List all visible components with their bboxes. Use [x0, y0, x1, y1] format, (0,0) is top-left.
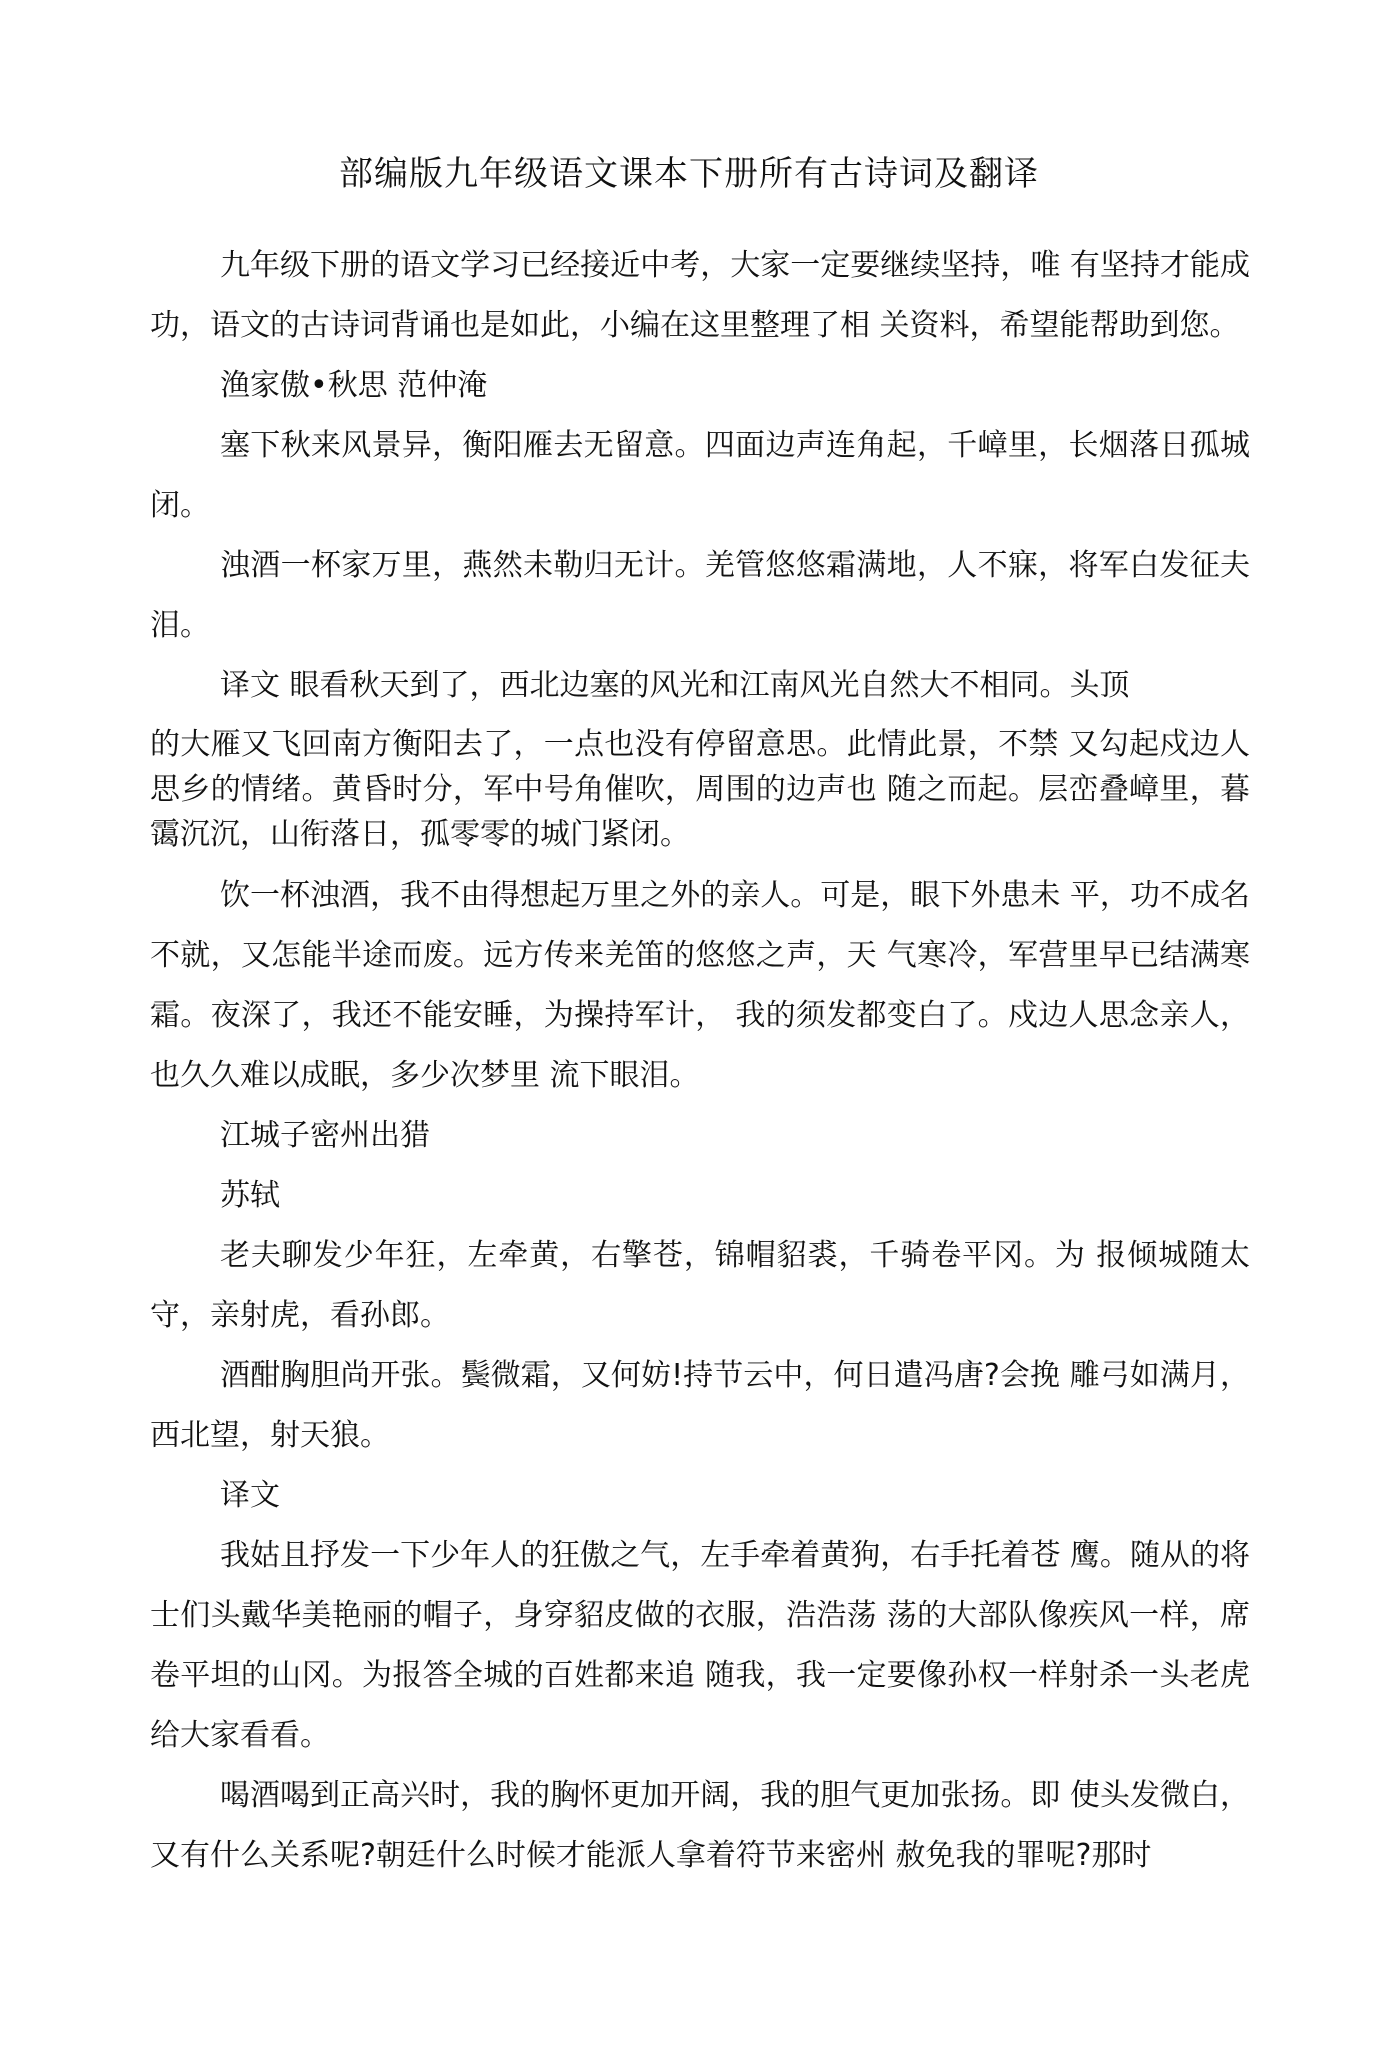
poem-stanza-1: 塞下秋来风景异，衡阳雁去无留意。四面边声连角起，千嶂里，长烟落日孤城闭。	[150, 428, 1250, 523]
translation-label: 译文	[220, 1478, 280, 1513]
translation-paragraph-4: 喝酒喝到正高兴时，我的胸怀更加开阔，我的胆气更加张扬。即 使头发微白，又有什么关系呢?朝廷什么时候才能派人拿着符节来密州 赦免我的罪呢?那时	[150, 1778, 1250, 1873]
translation-paragraph-1: 的大雁又飞回南方衡阳去了，一点也没有停留意思。此情此景，不禁 又勾起戍边人思乡的情绪。黄昏时分，军中号角催吹，周围的边声也 随之而起。层峦叠嶂里，暮霭沉沉，山衔落日，孤零零的城门紧闭。	[150, 727, 1250, 852]
translation-heading-line: 译文 眼看秋天到了，西北边塞的风光和江南风光自然大不相同。头顶	[220, 668, 1130, 703]
document-body	[150, 236, 1250, 1886]
poem-heading-yujiaao: 渔家傲•秋思 范仲淹	[220, 368, 488, 403]
intro-paragraph: 九年级下册的语文学习已经接近中考，大家一定要继续坚持，唯 有坚持才能成功，语文的古诗词背诵也是如此，小编在这里整理了相 关资料，希望能帮助到您。	[150, 248, 1250, 343]
poem-stanza-3: 老夫聊发少年狂，左牵黄，右擎苍，锦帽貂裘，千骑卷平冈。为 报倾城随太守，亲射虎，看孙郎。	[150, 1238, 1250, 1333]
document-title: 部编版九年级语文课本下册所有古诗词及翻译	[339, 154, 1039, 194]
poem-stanza-2: 浊酒一杯家万里，燕然未勒归无计。羌管悠悠霜满地，人不寐，将军白发征夫泪。	[150, 548, 1250, 643]
translation-paragraph-2: 饮一杯浊酒，我不由得想起万里之外的亲人。可是，眼下外患未 平，功不成名不就，又怎能半途而废。远方传来羌笛的悠悠之声，天 气寒冷，军营里早已结满寒霜。夜深了，我还不能安睡，为操持军计， 我的须发都变白了。戍边人思念亲人，也久久难以成眠，多少次梦里 流下眼泪。	[150, 878, 1250, 1093]
poem-stanza-4: 酒酣胸胆尚开张。鬓微霜，又何妨!持节云中，何日遣冯唐?会挽 雕弓如满月，西北望，射天狼。	[150, 1358, 1250, 1453]
poem-author: 苏轼	[220, 1178, 280, 1213]
poem-heading-jiangchengzi: 江城子密州出猎	[220, 1118, 430, 1153]
translation-paragraph-3: 我姑且抒发一下少年人的狂傲之气，左手牵着黄狗，右手托着苍 鹰。随从的将士们头戴华美艳丽的帽子，身穿貂皮做的衣服，浩浩荡 荡的大部队像疾风一样，席卷平坦的山冈。为报答全城的百姓都来追 随我，我一定要像孙权一样射杀一头老虎给大家看看。	[150, 1538, 1250, 1753]
